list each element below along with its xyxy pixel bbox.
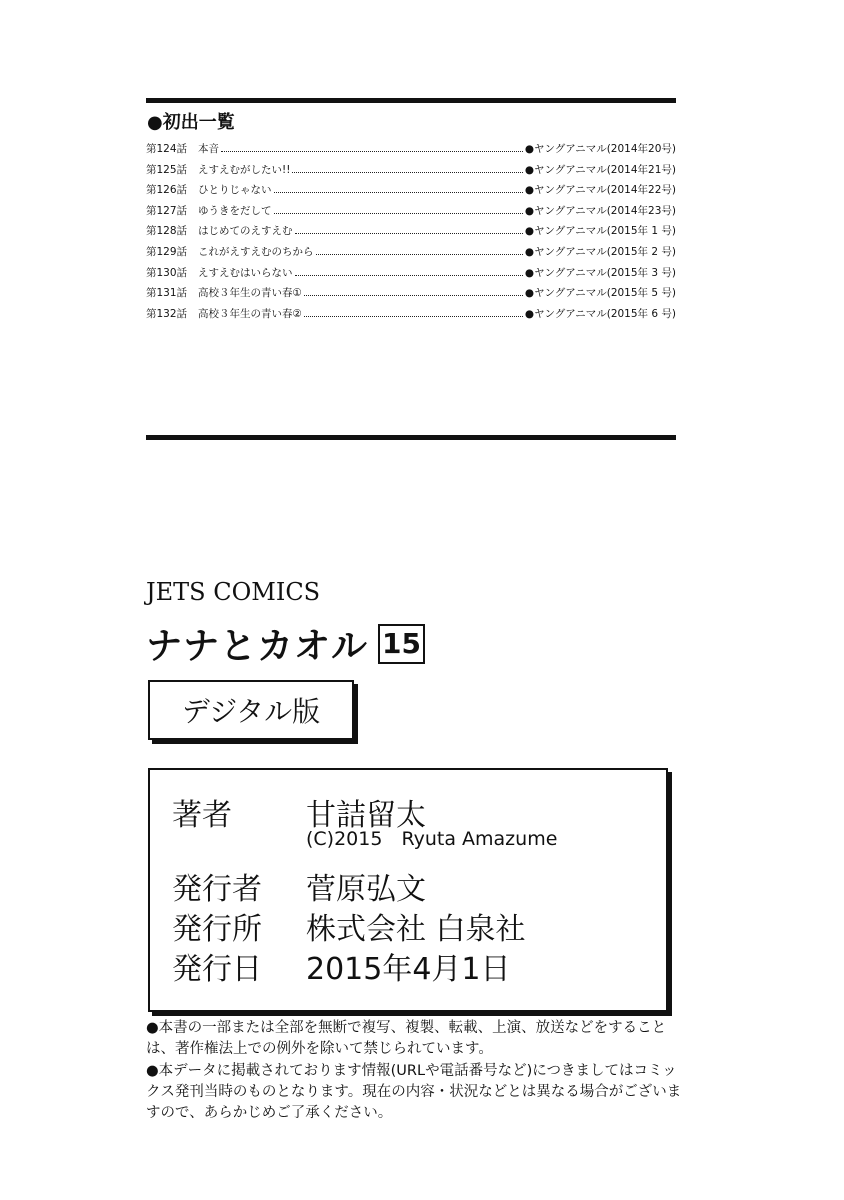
episode-number: 第132話 (146, 307, 188, 320)
episode-source: ●ヤングアニマル(2014年23号) (524, 204, 676, 217)
colophon-box (148, 768, 668, 1012)
episode-number: 第130話 (146, 266, 188, 279)
publish-date: 2015年4月1日 (306, 952, 511, 987)
episode-source: ●ヤングアニマル(2014年22号) (524, 184, 676, 197)
date-row (172, 944, 511, 988)
legal-notes (146, 1018, 686, 1125)
episode-title: ひとりじゃない (198, 184, 272, 197)
episode-title: はじめてのえすえむ (198, 225, 293, 238)
episode-number: 第124話 (146, 143, 188, 155)
company-key: 発行所 (172, 912, 262, 947)
episode-number: 第131話 (146, 287, 188, 300)
dot-leader (292, 172, 522, 173)
dot-leader (316, 254, 523, 255)
list-item (146, 162, 676, 183)
first-appearance-heading: ●初出一覧 (147, 112, 235, 133)
episode-title: 本音 (198, 143, 219, 155)
top-rule (146, 98, 676, 103)
volume-number-badge: 15 (378, 624, 425, 664)
episode-title: これがえすえむのちから (198, 245, 314, 258)
list-item (146, 203, 676, 224)
author-key: 著者 (172, 798, 232, 833)
company-name: 株式会社 白泉社 (306, 912, 526, 947)
episode-source: ●ヤングアニマル(2015年 6 号) (524, 307, 676, 320)
episode-title: えすえむはいらない (198, 266, 293, 279)
episode-title: ゆうきをだして (198, 204, 272, 217)
episode-source: ●ヤングアニマル(2015年 3 号) (524, 266, 676, 279)
dot-leader (274, 192, 523, 193)
list-item (146, 244, 676, 265)
episode-number: 第128話 (146, 225, 188, 238)
dot-leader (295, 275, 523, 276)
episode-title: 高校３年生の青い春② (198, 307, 302, 320)
author-name: 甘詰留太 (306, 798, 426, 833)
episode-title: えすえむがしたい!! (198, 163, 291, 176)
data-validity-note: ●本データに掲載されております情報(URLや電話番号など)につきましてはコミックス発刊当時のものとなります。現在の内容・状況などとは異なる場合がございますので、あらかじめご了承ください。 (146, 1063, 682, 1121)
episode-source: ●ヤングアニマル(2015年 2 号) (524, 245, 676, 258)
publisher-name: 菅原弘文 (306, 872, 426, 907)
episode-source: ●ヤングアニマル(2014年21号) (524, 163, 676, 176)
list-item (146, 285, 676, 306)
publisher-row (172, 864, 426, 908)
list-item (146, 306, 676, 327)
publisher-key: 発行者 (172, 872, 262, 907)
imprint-label: JETS COMICS (146, 578, 321, 606)
bottom-rule (146, 435, 676, 440)
dot-leader (304, 316, 523, 317)
list-item (146, 182, 676, 203)
first-appearance-list (146, 141, 676, 326)
book-title-row (146, 618, 425, 669)
copyright-note: ●本書の一部または全部を無断で複写、複製、転載、上演、放送などをすることは、著作権法上での例外を除いて禁じられています。 (146, 1020, 667, 1057)
episode-number: 第125話 (146, 163, 188, 176)
edition-label-box (148, 680, 354, 740)
date-key: 発行日 (172, 952, 262, 987)
episode-number: 第129話 (146, 245, 188, 258)
episode-title: 高校３年生の青い春① (198, 287, 302, 300)
list-item (146, 141, 676, 162)
dot-leader (295, 233, 523, 234)
company-row (172, 904, 526, 948)
dot-leader (304, 295, 523, 296)
list-item (146, 265, 676, 286)
episode-number: 第127話 (146, 204, 188, 217)
book-title: ナナとカオル (146, 626, 369, 667)
episode-number: 第126話 (146, 184, 188, 197)
edition-label: デジタル版 (181, 695, 321, 728)
dot-leader (221, 151, 523, 152)
episode-source: ●ヤングアニマル(2015年 5 号) (524, 287, 676, 300)
dot-leader (274, 213, 523, 214)
list-item (146, 223, 676, 244)
episode-source: ●ヤングアニマル(2015年 1 号) (524, 225, 676, 238)
episode-source: ●ヤングアニマル(2014年20号) (524, 143, 676, 155)
copyright-notice: (C)2015 Ryuta Amazume (306, 828, 558, 850)
